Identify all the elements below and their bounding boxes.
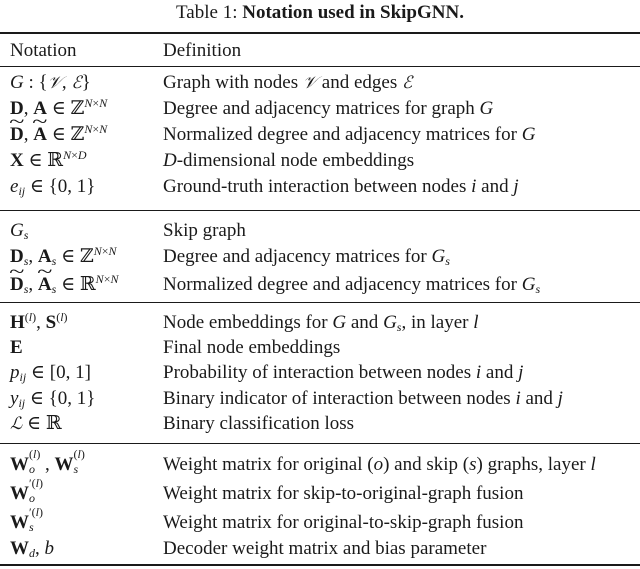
definition-cell: Normalized degree and adjacency matrices for $G_s$ bbox=[163, 274, 541, 296]
definition-cell: Normalized degree and adjacency matrices for G bbox=[163, 124, 536, 145]
notation-cell: $e_{ij}$ ∈ {0, 1} bbox=[10, 176, 96, 198]
table-row bbox=[0, 218, 640, 243]
table-row bbox=[0, 96, 640, 121]
definition-cell: Weight matrix for original-to-skip-graph fusion bbox=[163, 512, 524, 533]
notation-cell: $p_{ij}$ ∈ [0, 1] bbox=[10, 362, 91, 384]
caption-title: Notation used in SkipGNN. bbox=[242, 2, 464, 23]
table-row bbox=[0, 272, 640, 297]
group-rule bbox=[0, 443, 640, 444]
table-row bbox=[0, 411, 640, 436]
definition-cell: Graph with nodes 𝒱 and edges ℰ bbox=[163, 72, 413, 93]
definition-cell: Decoder weight matrix and bias parameter bbox=[163, 538, 487, 559]
notation-cell: W ′(l) s bbox=[10, 505, 43, 534]
definition-cell: Ground-truth interaction between nodes i and j bbox=[163, 176, 519, 197]
definition-cell: Weight matrix for original (o) and skip (s) graphs, layer l bbox=[163, 454, 596, 475]
definition-cell: Degree and adjacency matrices for graph G bbox=[163, 98, 494, 119]
notation-cell: G : {𝒱, ℰ} bbox=[10, 72, 91, 93]
table-row bbox=[0, 505, 640, 535]
notation-cell: $y_{ij}$ ∈ {0, 1} bbox=[10, 388, 96, 410]
header-notation: Notation bbox=[10, 40, 77, 61]
notation-cell: W ′(l) o bbox=[10, 476, 43, 505]
notation-cell: $G_s$ bbox=[10, 220, 29, 242]
table-row bbox=[0, 310, 640, 335]
table-row bbox=[0, 174, 640, 199]
table-row bbox=[0, 386, 640, 411]
definition-cell: Node embeddings for G and $G_s$, in layer l bbox=[163, 312, 479, 334]
notation-cell: $D_s$, $A_s$ ∈ ℤ$^{N\times N}$ bbox=[10, 244, 117, 268]
notation-cell: ~ $D_s$, ~ $A_s$ ∈ ℝ$^{N\times N}$ bbox=[10, 272, 118, 297]
definition-cell: Probability of interaction between nodes i and j bbox=[163, 362, 524, 383]
header-definition: Definition bbox=[163, 40, 242, 61]
table-row bbox=[0, 447, 640, 477]
notation-cell: $W_d$, b bbox=[10, 538, 54, 560]
group-rule bbox=[0, 210, 640, 211]
notation-cell: ℒ ∈ ℝ bbox=[10, 413, 62, 434]
top-rule bbox=[0, 32, 640, 34]
notation-cell: X ∈ ℝ$^{N\times D}$ bbox=[10, 148, 87, 171]
group-rule bbox=[0, 302, 640, 303]
caption-prefix: Table 1: bbox=[176, 2, 243, 23]
table-row bbox=[0, 476, 640, 506]
definition-cell: D-dimensional node embeddings bbox=[163, 150, 415, 171]
table-row bbox=[0, 335, 640, 360]
notation-cell: W (l) o , W (l) s bbox=[10, 447, 85, 476]
definition-cell: Weight matrix for skip-to-original-graph fusion bbox=[163, 483, 524, 504]
table-row bbox=[0, 148, 640, 173]
table-row bbox=[0, 244, 640, 269]
notation-cell: D, A ∈ ℤ$^{N\times N}$ bbox=[10, 96, 108, 119]
definition-cell: Final node embeddings bbox=[163, 337, 341, 358]
table-caption bbox=[0, 0, 640, 26]
notation-cell: $H^{(l)}$, $S^{(l)}$ bbox=[10, 310, 68, 333]
header-rule bbox=[0, 66, 640, 67]
definition-cell: Binary indicator of interaction between nodes i and j bbox=[163, 388, 563, 409]
bottom-rule bbox=[0, 564, 640, 566]
definition-cell: Binary classification loss bbox=[163, 413, 355, 434]
table-row bbox=[0, 360, 640, 385]
table-row bbox=[0, 122, 640, 147]
header-row bbox=[0, 38, 640, 63]
notation-cell: E bbox=[10, 337, 23, 358]
table-row bbox=[0, 536, 640, 561]
table-row bbox=[0, 70, 640, 95]
definition-cell: Degree and adjacency matrices for $G_s$ bbox=[163, 246, 450, 268]
notation-cell: ~ D, ~ A ∈ ℤ$^{N\times N}$ bbox=[10, 122, 107, 147]
definition-cell: Skip graph bbox=[163, 220, 246, 241]
